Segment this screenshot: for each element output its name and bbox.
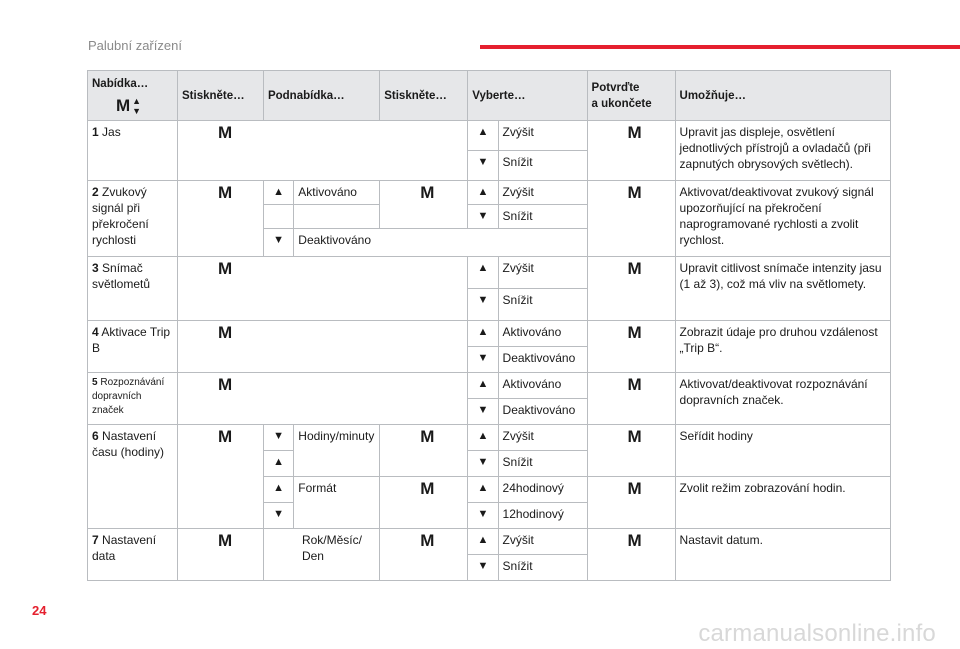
option-label: Snížit <box>498 555 587 581</box>
up-arrow-icon: ▲ <box>468 373 498 399</box>
m-button-icon: M <box>218 427 233 446</box>
m-button-icon: M <box>218 375 233 394</box>
menu-item-label: 2 Zvukový signál při překročení rychlosti <box>88 181 178 257</box>
up-arrow-icon: ▲ <box>263 181 293 205</box>
table-row <box>88 425 891 451</box>
m-button-icon: M <box>420 479 435 498</box>
description: Zobrazit údaje pro druhou vzdálenost „Trip B“. <box>675 321 890 373</box>
submenu-label: Formát <box>294 477 380 529</box>
page-number: 24 <box>32 603 47 618</box>
description: Aktivovat/deaktivovat rozpoznávání dopravních značek. <box>675 373 890 425</box>
description: Upravit jas displeje, osvětlení jednotlivých přístrojů a ovladačů (při zapnutých obrysových světlech). <box>675 121 890 181</box>
m-button-icon: M <box>218 123 233 142</box>
m-button-icon: M <box>218 323 233 342</box>
col-submenu: Podnabídka… <box>263 71 379 121</box>
option-label: Snížit <box>498 205 587 229</box>
option-label: Snížit <box>498 151 587 181</box>
m-button-icon: M <box>420 183 435 202</box>
description: Aktivovat/deaktivovat zvukový signál upozorňující na překročení naprogramované rychlosti a zvolit rychlost. <box>675 181 890 257</box>
m-button-icon: M <box>627 427 642 446</box>
option-label: Deaktivováno <box>498 399 587 425</box>
m-button-icon: M <box>627 183 642 202</box>
description: Nastavit datum. <box>675 529 890 581</box>
col-confirm: Potvrďte a ukončete <box>587 71 675 121</box>
option-label: Zvýšit <box>498 529 587 555</box>
submenu-label: Deaktivováno <box>294 229 587 257</box>
up-arrow-icon: ▲ <box>468 529 498 555</box>
down-arrow-icon: ▼ <box>468 289 498 321</box>
submenu-label: Rok/Měsíc/ Den <box>263 529 379 581</box>
down-arrow-icon: ▼ <box>468 205 498 229</box>
option-label: Snížit <box>498 289 587 321</box>
table-row <box>88 121 891 151</box>
up-arrow-icon: ▲ <box>468 181 498 205</box>
m-button-icon: M <box>218 183 233 202</box>
header-accent-bar <box>480 45 960 49</box>
up-arrow-icon: ▲ <box>263 477 293 503</box>
option-label: 12hodinový <box>498 503 587 529</box>
col-allows: Umožňuje… <box>675 71 890 121</box>
menu-item-label: 5 Rozpoznávání dopravních značek <box>88 373 178 425</box>
col-select: Vyberte… <box>468 71 587 121</box>
table-header-row <box>88 71 891 121</box>
table-row <box>88 181 891 205</box>
m-button-icon: M <box>627 259 642 278</box>
m-button-icon: M <box>420 427 435 446</box>
col-menu: Nabídka… M ▲ ▼ <box>88 71 178 121</box>
menu-item-label: 4 Aktivace Trip B <box>88 321 178 373</box>
table-row <box>88 257 891 289</box>
option-label: Zvýšit <box>498 181 587 205</box>
m-button-icon: M <box>627 531 642 550</box>
settings-table <box>87 70 891 581</box>
up-arrow-icon: ▲ <box>263 451 293 477</box>
down-arrow-icon: ▼ <box>468 151 498 181</box>
section-title: Palubní zařízení <box>88 38 182 53</box>
up-arrow-icon: ▲ <box>468 121 498 151</box>
m-button-icon: M <box>627 375 642 394</box>
col-press1: Stiskněte… <box>178 71 264 121</box>
submenu-label: Aktivováno <box>294 181 380 205</box>
down-arrow-icon: ▼ <box>468 451 498 477</box>
description: Seřídit hodiny <box>675 425 890 477</box>
option-label: Zvýšit <box>498 121 587 151</box>
down-arrow-icon: ▼ <box>468 503 498 529</box>
m-button-icon: M <box>627 123 642 142</box>
up-arrow-icon: ▲ <box>468 477 498 503</box>
up-arrow-icon: ▲ <box>468 257 498 289</box>
option-label: Snížit <box>498 451 587 477</box>
option-label: Aktivováno <box>498 373 587 399</box>
watermark: carmanualsonline.info <box>698 620 936 647</box>
table-row <box>88 321 891 347</box>
option-label: Zvýšit <box>498 257 587 289</box>
down-arrow-icon: ▼ <box>263 503 293 529</box>
col-press2: Stiskněte… <box>380 71 468 121</box>
up-arrow-icon: ▲ <box>468 425 498 451</box>
up-arrow-icon: ▲ <box>468 321 498 347</box>
down-arrow-icon: ▼ <box>468 399 498 425</box>
description: Zvolit režim zobrazování hodin. <box>675 477 890 529</box>
down-arrow-icon: ▼ <box>263 229 293 257</box>
menu-item-label: 7 Nastavení data <box>88 529 178 581</box>
table-row <box>88 529 891 555</box>
m-button-icon: M <box>218 531 233 550</box>
table-row <box>88 373 891 399</box>
submenu-label: Hodiny/minuty <box>294 425 380 477</box>
m-button-icon: M <box>218 259 233 278</box>
down-arrow-icon: ▼ <box>263 425 293 451</box>
down-arrow-icon: ▼ <box>468 347 498 373</box>
m-button-icon: M <box>627 323 642 342</box>
menu-item-label: 6 Nastavení času (hodiny) <box>88 425 178 529</box>
m-button-icon: M <box>420 531 435 550</box>
option-label: Zvýšit <box>498 425 587 451</box>
menu-item-label: 1 Jas <box>88 121 178 181</box>
menu-item-label: 3 Snímač světlometů <box>88 257 178 321</box>
option-label: Deaktivováno <box>498 347 587 373</box>
option-label: 24hodinový <box>498 477 587 503</box>
m-button-icon: M <box>627 479 642 498</box>
down-arrow-icon: ▼ <box>468 555 498 581</box>
menu-button-icon: M ▲ ▼ <box>116 95 142 116</box>
option-label: Aktivováno <box>498 321 587 347</box>
description: Upravit citlivost snímače intenzity jasu (1 až 3), což má vliv na světlomety. <box>675 257 890 321</box>
